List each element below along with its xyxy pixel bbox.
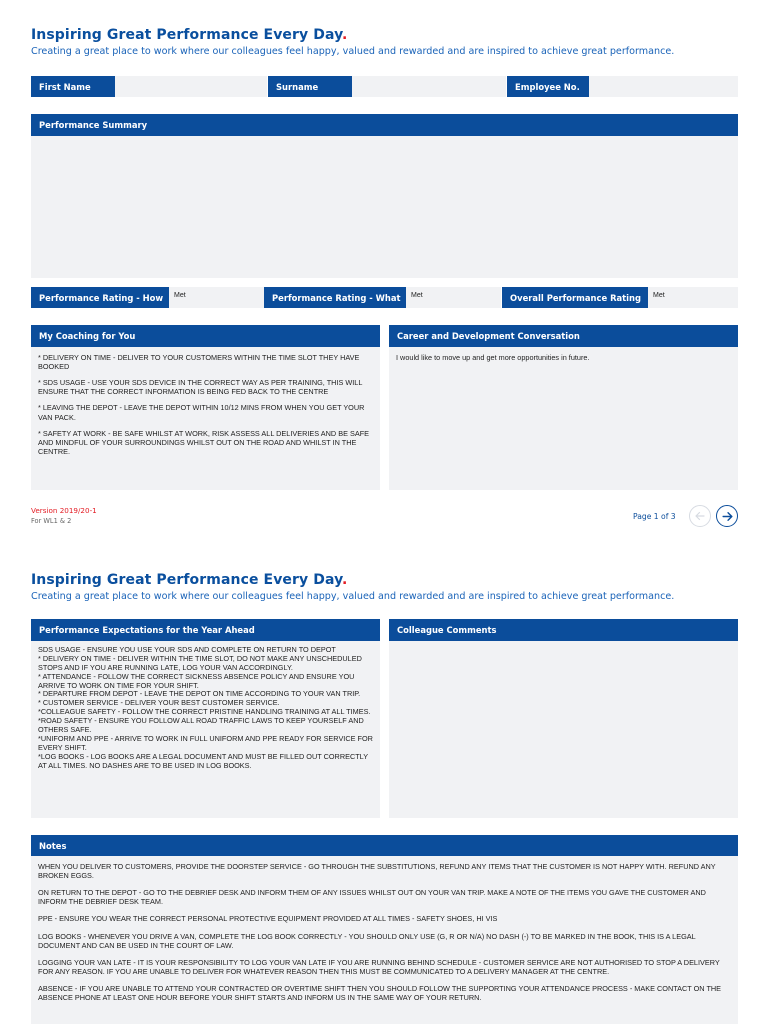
first-name-field[interactable] xyxy=(115,76,267,97)
arrow-left-icon xyxy=(694,510,706,522)
expectation-item: * DEPARTURE FROM DEPOT - LEAVE THE DEPOT ON TIME ACCORDING TO YOUR VAN TRIP. xyxy=(38,689,361,699)
note-item: ON RETURN TO THE DEPOT - GO TO THE DEBRIEF DESK AND INFORM THEM OF ANY ISSUES WHILST OUT ON YOUR VAN TRIP. MAKE A NOTE OF THE ITEMS YOU GAVE THE CUSTOMER AND INFORM THE DEBRIEF DESK TEAM. xyxy=(38,888,706,907)
employee-no-field[interactable] xyxy=(589,76,738,97)
page2-title-dot: . xyxy=(342,572,348,588)
version-label: Version 2019/20-1 xyxy=(31,506,97,515)
rating-how-label: Performance Rating - How xyxy=(31,287,169,308)
page1-title-text: Inspiring Great Performance Every Day xyxy=(31,27,343,43)
first-name-label: First Name xyxy=(31,76,115,97)
surname-field[interactable] xyxy=(352,76,506,97)
performance-summary-field[interactable] xyxy=(31,136,738,278)
overall-rating-label: Overall Performance Rating xyxy=(502,287,648,308)
performance-summary-header: Performance Summary xyxy=(31,114,738,136)
notes-box[interactable] xyxy=(31,856,738,1024)
expectation-item: *LOG BOOKS - LOG BOOKS ARE A LEGAL DOCUMENT AND MUST BE FILLED OUT CORRECTLY AT ALL TIMES. NO DASHES ARE TO BE USED IN LOG BOOKS. xyxy=(38,751,368,770)
employee-no-label: Employee No. xyxy=(507,76,589,97)
for-wl-label: For WL1 & 2 xyxy=(31,517,72,525)
expectation-item: SDS USAGE - ENSURE YOU USE YOUR SDS AND COMPLETE ON RETURN TO DEPOT xyxy=(38,645,336,654)
page2-title xyxy=(31,572,674,588)
page1-heading xyxy=(31,27,674,57)
colleague-comments-field[interactable] xyxy=(389,641,738,818)
coaching-item: * DELIVERY ON TIME - DELIVER TO YOUR CUSTOMERS WITHIN THE TIME SLOT THEY HAVE BOOKED xyxy=(38,353,360,372)
rating-what-value[interactable]: Met xyxy=(406,287,501,308)
note-item: LOGGING YOUR VAN LATE - IT IS YOUR RESPONSIBILITY TO LOG YOUR VAN LATE IF YOU ARE RUNNING BEHIND SCHEDULE - CUSTOMER SERVICE ARE NOT AUTHORISED TO STOP A DELIVERY FOR ANY REASON. IF YOU ARE UNABLE TO DELIVER FOR WHATEVER REASON THEN THIS MUST BE COMMUNICATED TO A DELIVERY MANAGER AT THE CENTRE. xyxy=(38,957,720,976)
career-text: I would like to move up and get more opportunities in future. xyxy=(396,353,590,362)
arrow-right-icon xyxy=(721,510,734,523)
page2-title-text: Inspiring Great Performance Every Day xyxy=(31,572,343,588)
note-item: WHEN YOU DELIVER TO CUSTOMERS, PROVIDE THE DOORSTEP SERVICE - GO THROUGH THE SUBSTITUTIONS, REFUND ANY ITEMS THAT THE CUSTOMER IS NOT HAPPY WITH. REFUND ANY BROKEN EGGS. xyxy=(38,862,716,881)
coaching-item: * SDS USAGE - USE YOUR SDS DEVICE IN THE CORRECT WAY AS PER TRAINING, THIS WILL ENSURE THAT THE CORRECT INFORMATION IS BEING FED BACK TO THE CENTRE xyxy=(38,378,363,397)
rating-how-value[interactable]: Met xyxy=(169,287,264,308)
expectation-item: * CUSTOMER SERVICE - DELIVER YOUR BEST CUSTOMER SERVICE. xyxy=(38,698,280,708)
prev-page-button[interactable] xyxy=(689,505,711,527)
next-page-button[interactable] xyxy=(716,505,738,527)
coaching-item: * SAFETY AT WORK - BE SAFE WHILST AT WORK, RISK ASSESS ALL DELIVERIES AND BE SAFE AND MINDFUL OF YOUR SURROUNDINGS WHILST OUT ON THE ROAD AND WHILST IN THE CENTRE. xyxy=(38,428,370,456)
expectation-item: *COLLEAGUE SAFETY - FOLLOW THE CORRECT PRISTINE HANDLING TRAINING AT ALL TIMES. xyxy=(38,707,371,717)
page1-title xyxy=(31,27,674,43)
expectation-item: * DELIVERY ON TIME - DELIVER WITHIN THE TIME SLOT, DO NOT MAKE ANY UNSCHEDULED STOPS AND IF YOU ARE RUNNING LATE, LOG YOUR VAN ACCORDINGLY. xyxy=(38,653,362,672)
colleague-comments-header: Colleague Comments xyxy=(389,619,738,641)
expectations-header: Performance Expectations for the Year Ahead xyxy=(31,619,380,641)
rating-what-label: Performance Rating - What xyxy=(264,287,406,308)
page-indicator: Page 1 of 3 xyxy=(633,512,676,521)
page2-subtitle: Creating a great place to work where our colleagues feel happy, valued and rewarded and are inspired to achieve great performance. xyxy=(31,591,675,602)
expectation-item: *ROAD SAFETY - ENSURE YOU FOLLOW ALL ROAD TRAFFIC LAWS TO KEEP YOURSELF AND OTHERS SAFE. xyxy=(38,716,364,735)
expectation-item: * ATTENDANCE - FOLLOW THE CORRECT SICKNESS ABSENCE POLICY AND ENSURE YOU ARRIVE TO WORK ON TIME FOR YOUR SHIFT. xyxy=(38,671,355,690)
note-item: PPE - ENSURE YOU WEAR THE CORRECT PERSONAL PROTECTIVE EQUIPMENT PROVIDED AT ALL TIMES - SAFETY SHOES, HI VIS xyxy=(38,914,498,924)
note-item: LOG BOOKS - WHENEVER YOU DRIVE A VAN, COMPLETE THE LOG BOOK CORRECTLY - YOU SHOULD ONLY USE (G, R OR N/A) NO DASH (-) TO BE MARKED IN THE BOOK, THIS IS A LEGAL DOCUMENT AND CAN BE USED IN THE COURT OF LAW. xyxy=(38,931,696,950)
coaching-box[interactable] xyxy=(31,347,380,490)
page1-title-dot: . xyxy=(342,27,348,43)
coaching-header: My Coaching for You xyxy=(31,325,380,347)
expectation-item: *UNIFORM AND PPE - ARRIVE TO WORK IN FULL UNIFORM AND PPE READY FOR SERVICE FOR EVERY SHIFT. xyxy=(38,733,373,752)
expectations-box[interactable] xyxy=(31,641,380,818)
coaching-item: * LEAVING THE DEPOT - LEAVE THE DEPOT WITHIN 10/12 MINS FROM WHEN YOU GET YOUR VAN PACK. xyxy=(38,403,365,422)
page2-heading xyxy=(31,572,674,602)
surname-label: Surname xyxy=(268,76,352,97)
page1-subtitle: Creating a great place to work where our colleagues feel happy, valued and rewarded and are inspired to achieve great performance. xyxy=(31,46,675,57)
notes-header: Notes xyxy=(31,835,738,856)
overall-rating-value[interactable]: Met xyxy=(648,287,738,308)
career-header: Career and Development Conversation xyxy=(389,325,738,347)
note-item: ABSENCE - IF YOU ARE UNABLE TO ATTEND YOUR CONTRACTED OR OVERTIME SHIFT THEN YOU SHOULD FOLLOW THE SUPPORTING YOUR ATTENDANCE PROCESS - MAKE CONTACT ON THE ABSENCE PHONE AT LEAST ONE HOUR BEFORE YOUR SHIFT STARTS AND INFORM US IN THE SAME WAY OF YOUR RETURN. xyxy=(38,983,722,1003)
career-box[interactable] xyxy=(389,347,738,490)
